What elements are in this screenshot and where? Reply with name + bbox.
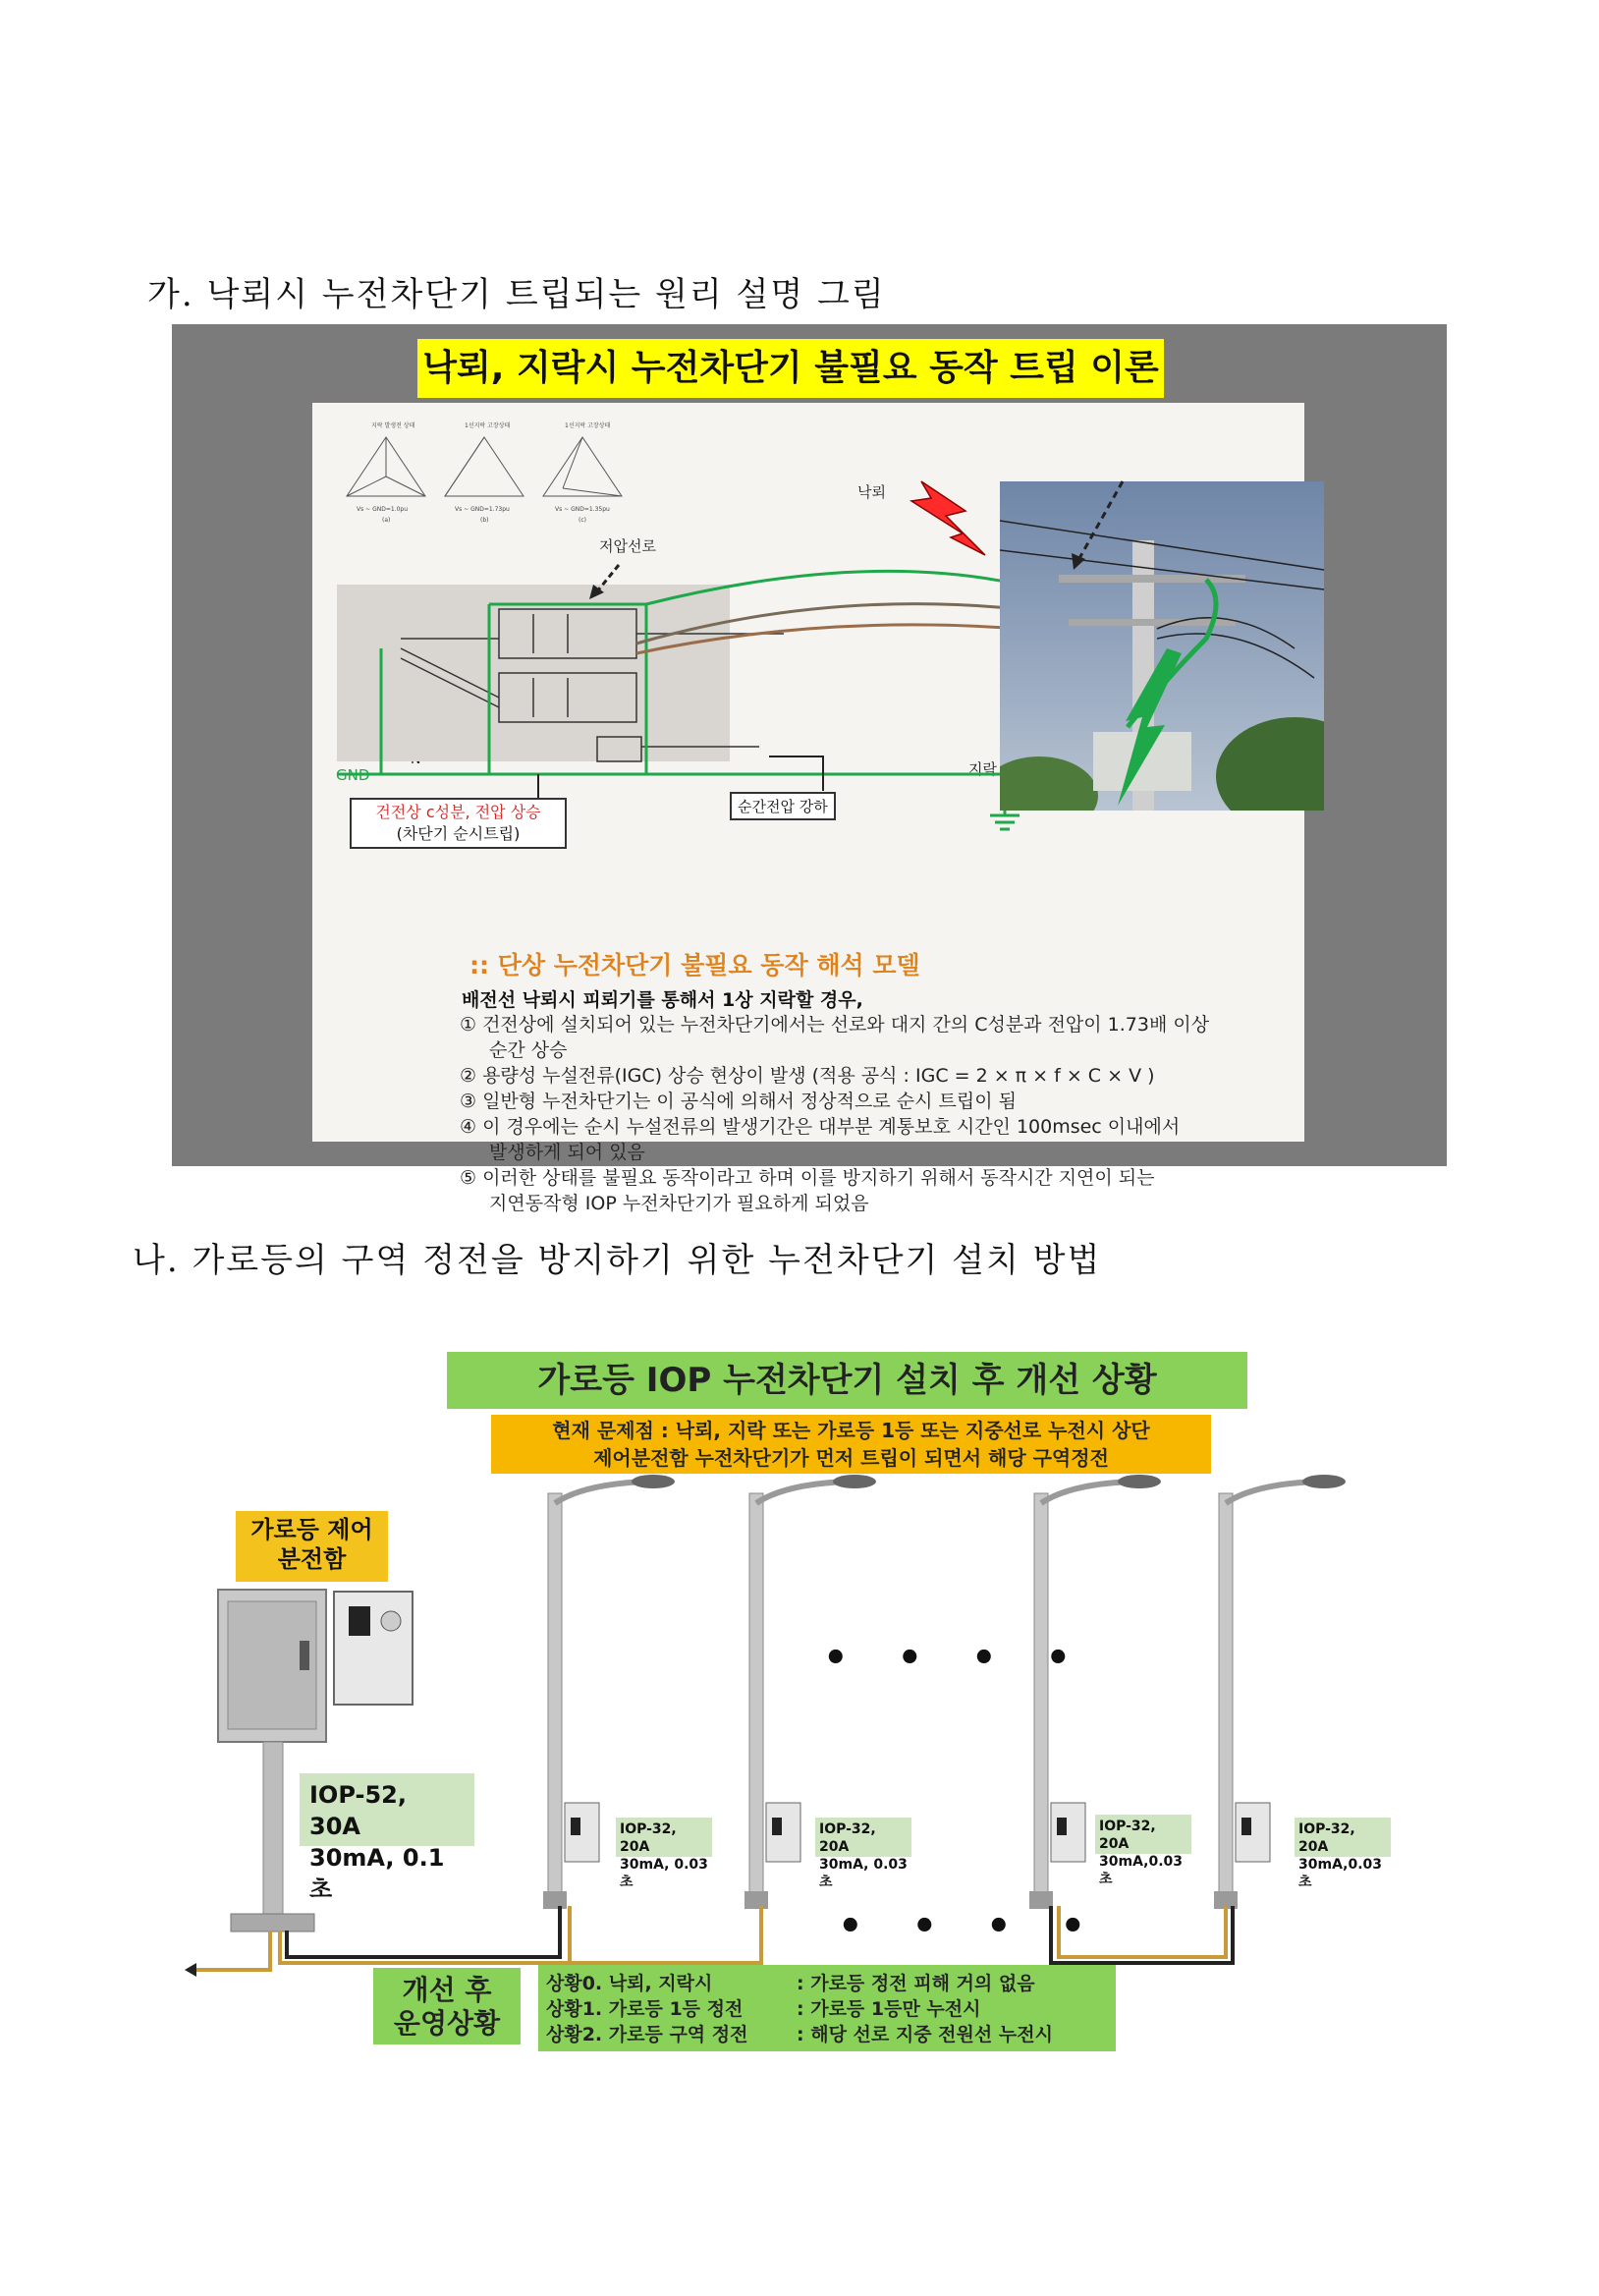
svg-text:Vs ~ GND=1.0pu: Vs ~ GND=1.0pu [357, 506, 409, 513]
pole-breaker-spec [1095, 1815, 1191, 1887]
situation-row [546, 1996, 1108, 2022]
control-panel-label-line1: 가로등 제어 [250, 1516, 373, 1543]
figure1-title: 낙뢰, 지락시 누전차단기 불필요 동작 트립 이론 [417, 339, 1164, 398]
problem-line-2: 제어분전함 누전차단기가 먼저 트립이 되면서 해당 구역정전 [593, 1446, 1109, 1470]
instant-trip-text: (차단기 순시트립) [396, 824, 521, 843]
explanation-item-4-cont: 발생하게 되어 있음 [489, 1142, 645, 1163]
main-breaker [334, 1592, 413, 1705]
pole-spec-line1: IOP-32, 20A [1099, 1819, 1156, 1852]
explanation-item-2: ② 용량성 누설전류(IGC) 상승 현상이 발생 (적용 공식 : IGC = 2 × π × f × C × V ) [460, 1065, 1155, 1087]
situation-value: : 해당 선로 지중 전원선 누전시 [797, 2024, 1053, 2045]
situation-key: 상황1. 가로등 1등 정전 [546, 1998, 744, 2020]
situation-key: 상황2. 가로등 구역 정전 [546, 2024, 748, 2045]
voltage-drop-box: 순간전압 강하 [730, 792, 836, 820]
continuation-dots-bottom: • • • • [838, 1904, 1104, 1949]
problem-box [491, 1415, 1211, 1474]
control-panel-label-line2: 분전함 [277, 1545, 347, 1573]
pole-breaker-spec [616, 1818, 712, 1890]
lightning-bolt-icon [892, 476, 1147, 585]
explanation-item-4: ④ 이 경우에는 순시 누설전류의 발생기간은 대부분 계통보호 시간인 100msec 이내에서 [460, 1116, 1181, 1138]
svg-text:지락 발생전 상태: 지락 발생전 상태 [371, 422, 415, 429]
situation-value: : 가로등 정전 피해 거의 없음 [797, 1973, 1035, 1994]
main-spec-line2: 30mA, 0.1초 [309, 1844, 445, 1903]
explanation-item-1: ① 건전상에 설치되어 있는 누전차단기에서는 선로와 대지 간의 C성분과 전압이 1.73배 이상 [460, 1014, 1210, 1036]
improvement-label-line2: 운영상황 [393, 2007, 501, 2040]
svg-text:1선지락 고장상태: 1선지락 고장상태 [465, 422, 511, 429]
svg-text:1선지락 고장상태: 1선지락 고장상태 [565, 422, 611, 429]
voltage-rise-box [350, 798, 567, 849]
pole-spec-line1: IOP-32, 20A [819, 1821, 876, 1855]
svg-text:(c): (c) [579, 517, 586, 524]
explanation-item-1-cont: 순간 상승 [489, 1039, 568, 1061]
lightning-label: 낙뢰 [857, 483, 886, 501]
situation-row [546, 1971, 1108, 1996]
ground-fault-label: 지락 [968, 760, 997, 778]
section-a-heading: 가. 낙뢰시 누전차단기 트립되는 원리 설명 그림 [147, 275, 886, 314]
figure-lightning-trip [172, 324, 1447, 1214]
pole-spec-line2: 30mA,0.03초 [1099, 1854, 1184, 1887]
section-b-heading: 나. 가로등의 구역 정전을 방지하기 위한 누전차단기 설치 방법 [133, 1241, 1102, 1280]
street-light-diagram [0, 1474, 1599, 1985]
pole-spec-line2: 30mA,0.03초 [1298, 1857, 1383, 1890]
pole-breaker-spec [1295, 1818, 1391, 1890]
svg-text:(b): (b) [480, 517, 489, 524]
improvement-label-line1: 개선 후 [402, 1974, 492, 2006]
pole-breaker-spec [815, 1818, 911, 1890]
explanation-item-5: ⑤ 이러한 상태를 불필요 동작이라고 하며 이를 방지하기 위해서 동작시간 지연이 되는 [460, 1167, 1155, 1189]
situation-value: : 가로등 1등만 누전시 [797, 1998, 981, 2020]
low-voltage-line-label: 저압선로 [599, 537, 656, 555]
pole-spec-line1: IOP-32, 20A [1298, 1821, 1355, 1855]
continuation-dots-top: • • • • [823, 1636, 1089, 1681]
svg-text:(a): (a) [382, 517, 391, 524]
voltage-rise-text: 건전상 c성분, 전압 상승 [375, 803, 541, 821]
pole-spec-line2: 30mA, 0.03초 [620, 1857, 708, 1890]
svg-text:Vs ~ GND=1.35pu: Vs ~ GND=1.35pu [555, 506, 610, 513]
analysis-model-title: :: 단상 누전차단기 불필요 동작 해석 모델 [469, 951, 920, 980]
main-spec-line1: IOP-52, 30A [309, 1781, 407, 1840]
problem-line-1: 현재 문제점 : 낙뢰, 지락 또는 가로등 1등 또는 지중선로 누전시 상단 [552, 1419, 1150, 1442]
pole-spec-line2: 30mA, 0.03초 [819, 1857, 908, 1890]
situation-key: 상황0. 낙뢰, 지락시 [546, 1973, 713, 1994]
condition-text: 배전선 낙뢰시 피뢰기를 통해서 1상 지락할 경우, [462, 989, 863, 1011]
improvement-label [373, 1968, 521, 2044]
pole-spec-line1: IOP-32, 20A [620, 1821, 677, 1855]
slide [312, 403, 1304, 1214]
figure2-title: 가로등 IOP 누전차단기 설치 후 개선 상황 [447, 1352, 1247, 1409]
gnd-label: GND [336, 766, 370, 784]
situation-box [538, 1965, 1116, 2051]
explanation-item-3: ③ 일반형 누전차단기는 이 공식에 의해서 정상적으로 순시 트립이 됨 [460, 1091, 1017, 1112]
situation-row [546, 2022, 1108, 2047]
explanation-item-5-cont: 지연동작형 IOP 누전차단기가 필요하게 되었음 [489, 1193, 869, 1214]
svg-text:Vs ~ GND=1.73pu: Vs ~ GND=1.73pu [455, 506, 510, 513]
main-breaker-spec [300, 1773, 474, 1903]
